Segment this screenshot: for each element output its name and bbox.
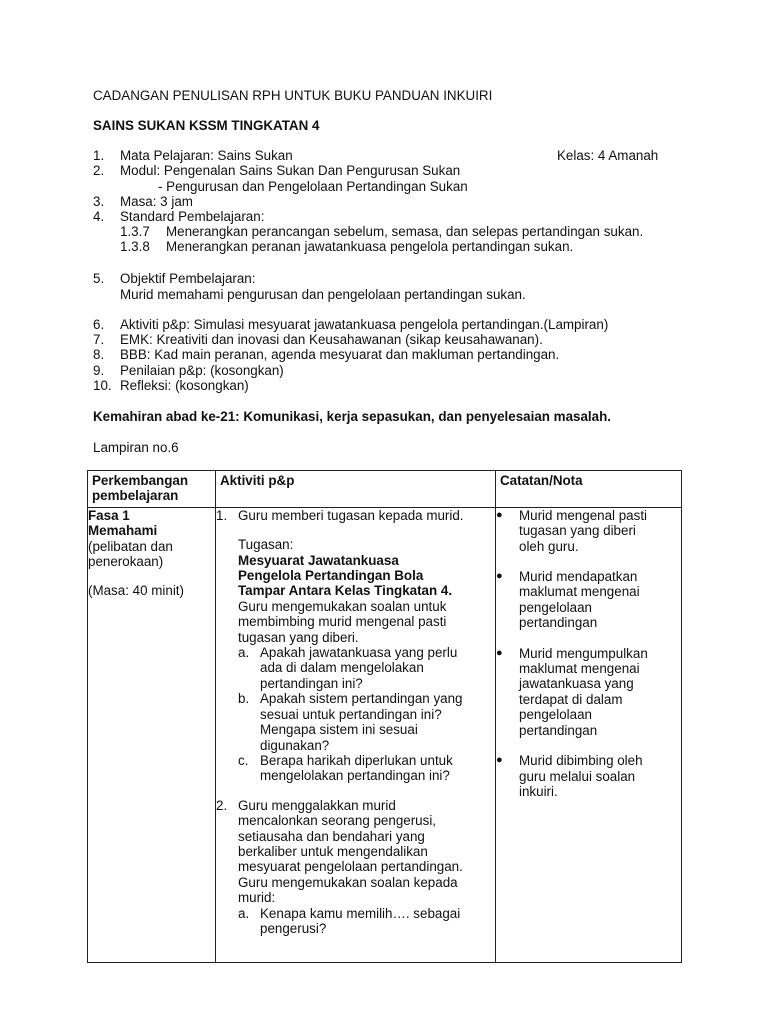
- note-2-line1: Murid mendapatkan: [519, 569, 638, 585]
- question-2a-line2: pengerusi?: [260, 920, 327, 936]
- note-3-line1: Murid mengumpulkan: [519, 645, 648, 661]
- question-c-line1: Berapa harikah diperlukan untuk: [260, 752, 453, 768]
- activity-2-line1: Guru menggalakkan murid: [238, 797, 396, 813]
- question-c-line2: mengelolakan pertandingan ini?: [260, 768, 450, 784]
- header-perkembangan: [88, 471, 216, 508]
- header-perkembangan-line2: pembelajaran: [92, 488, 179, 504]
- question-c-letter: c.: [238, 752, 249, 768]
- item-2-text: Modul: Pengenalan Sains Sukan Dan Pengurusan Sukan: [120, 163, 461, 178]
- standard-2-text: Menerangkan peranan jawatankuasa pengelola pertandingan sukan.: [166, 239, 574, 254]
- note-1-line3: oleh guru.: [519, 538, 579, 554]
- question-b-line3: Mengapa sistem ini sesuai: [260, 722, 418, 738]
- note-2-line4: pertandingan: [519, 615, 598, 631]
- document-title: CADANGAN PENULISAN RPH UNTUK BUKU PANDUAN INKUIRI: [93, 88, 493, 103]
- lampiran-label: Lampiran no.6: [93, 440, 179, 455]
- item-9-text: Penilaian p&p: (kosongkan): [120, 363, 284, 378]
- item-3-number: 3.: [93, 194, 105, 209]
- fasa-desc-line2: penerokaan): [88, 554, 164, 570]
- item-8-number: 8.: [93, 347, 105, 362]
- activity-2-line3: setiausaha dan bendahari yang: [238, 828, 425, 844]
- header-aktiviti: Aktiviti p&p: [216, 471, 496, 508]
- item-7-number: 7.: [93, 332, 105, 347]
- standard-1-text: Menerangkan perancangan sebelum, semasa, dan selepas pertandingan sukan.: [166, 224, 644, 239]
- tugasan-text-line3: tugasan yang diberi.: [238, 629, 359, 645]
- note-4-line3: inkuiri.: [519, 783, 558, 799]
- question-b-line2: sesuai untuk pertandingan ini?: [260, 706, 442, 722]
- question-a-line2: ada di dalam mengelolakan: [260, 660, 424, 676]
- activity-2-line4: berkaliber untuk mengendalikan: [238, 843, 428, 859]
- bullet-icon: ●: [496, 508, 503, 521]
- list-item: [496, 569, 681, 631]
- note-4-line2: guru melalui soalan: [519, 768, 636, 784]
- header-catatan: Catatan/Nota: [496, 471, 682, 508]
- activity-2-line7: murid:: [238, 890, 276, 906]
- standard-2-code: 1.3.8: [120, 239, 150, 254]
- fasa-desc-line1: (pelibatan dan: [88, 538, 173, 554]
- activity-2-line5: mesyuarat pengelolaan pertandingan.: [238, 859, 463, 875]
- tugasan-title-line1: Mesyuarat Jawatankuasa: [238, 552, 399, 568]
- question-2a-line1: Kenapa kamu memilih…. sebagai: [260, 905, 461, 921]
- bullet-icon: ●: [496, 754, 503, 767]
- header-perkembangan-line1: Perkembangan: [92, 473, 189, 488]
- item-1-text: Mata Pelajaran: Sains Sukan: [120, 148, 293, 163]
- kelas-label: Kelas: 4 Amanah: [557, 148, 659, 163]
- catatan-cell: [496, 507, 682, 962]
- activity-1-text: Guru memberi tugasan kepada murid.: [238, 507, 464, 523]
- note-3-line6: pertandingan: [519, 722, 598, 738]
- fasa-title: Fasa 1: [88, 507, 130, 523]
- note-1-line1: Murid mengenal pasti: [519, 507, 648, 523]
- tugasan-title-line3: Tampar Antara Kelas Tingkatan 4.: [238, 583, 453, 599]
- fasa-cell: [88, 507, 216, 962]
- question-b-line4: digunakan?: [260, 737, 330, 753]
- note-3-line2: maklumat mengenai: [519, 661, 640, 677]
- activity-2-number: 2.: [216, 797, 228, 813]
- item-6-text: Aktiviti p&p: Simulasi mesyuarat jawatankuasa pengelola pertandingan.(Lampiran): [120, 317, 609, 332]
- lampiran-table: [87, 470, 682, 963]
- question-a-letter: a.: [238, 645, 250, 661]
- item-5-number: 5.: [93, 271, 105, 286]
- item-9-number: 9.: [93, 363, 105, 378]
- item-10-number: 10.: [93, 378, 112, 393]
- activity-2-line6: Guru mengemukakan soalan kepada: [238, 874, 458, 890]
- note-2-line2: maklumat mengenai: [519, 584, 640, 600]
- item-2-number: 2.: [93, 163, 105, 178]
- fasa-name: Memahami: [88, 523, 158, 539]
- question-b-line1: Apakah sistem pertandingan yang: [260, 691, 463, 707]
- list-item: [496, 508, 681, 554]
- question-2a-letter: a.: [238, 905, 250, 921]
- fasa-masa: (Masa: 40 minit): [88, 583, 184, 599]
- standard-1-code: 1.3.7: [120, 224, 150, 239]
- note-4-line1: Murid dibimbing oleh: [519, 753, 643, 769]
- item-2-continuation: - Pengurusan dan Pengelolaan Pertandingan Sukan: [158, 179, 468, 194]
- item-10-text: Refleksi: (kosongkan): [120, 378, 249, 393]
- tugasan-label: Tugasan:: [238, 537, 294, 553]
- kemahiran-heading: Kemahiran abad ke-21: Komunikasi, kerja sepasukan, dan penyelesaian masalah.: [93, 409, 611, 424]
- note-3-line3: jawatankuasa yang: [519, 676, 634, 692]
- question-a-line3: pertandingan ini?: [260, 675, 363, 691]
- table-header-row: [88, 471, 682, 508]
- table-row: [88, 507, 682, 962]
- list-item: [496, 646, 681, 738]
- tugasan-title-line2: Pengelola Pertandingan Bola: [238, 568, 424, 584]
- item-4-number: 4.: [93, 209, 105, 224]
- document-subtitle: SAINS SUKAN KSSM TINGKATAN 4: [93, 118, 320, 133]
- bullet-icon: ●: [496, 570, 503, 583]
- tugasan-text-line2: membimbing murid mengenal pasti: [238, 614, 447, 630]
- item-6-number: 6.: [93, 317, 105, 332]
- item-7-text: EMK: Kreativiti dan inovasi dan Keusahawanan (sikap keusahawanan).: [120, 332, 543, 347]
- note-3-line4: terdapat di dalam: [519, 691, 623, 707]
- list-item: [496, 753, 681, 799]
- question-a-line1: Apakah jawatankuasa yang perlu: [260, 645, 458, 661]
- item-5-continuation: Murid memahami pengurusan dan pengelolaan pertandingan sukan.: [120, 287, 526, 302]
- item-5-text: Objektif Pembelajaran:: [120, 271, 256, 286]
- bullet-icon: ●: [496, 646, 503, 659]
- item-4-text: Standard Pembelajaran:: [120, 209, 265, 224]
- tugasan-text-line1: Guru mengemukakan soalan untuk: [238, 598, 447, 614]
- note-1-line2: tugasan yang diberi: [519, 523, 636, 539]
- question-b-letter: b.: [238, 691, 250, 707]
- note-2-line3: pengelolaan: [519, 599, 592, 615]
- item-3-text: Masa: 3 jam: [120, 194, 193, 209]
- activity-1-number: 1.: [216, 507, 228, 523]
- item-8-text: BBB: Kad main peranan, agenda mesyuarat dan makluman pertandingan.: [120, 347, 560, 362]
- aktiviti-cell: [216, 507, 496, 962]
- item-1-number: 1.: [93, 148, 105, 163]
- note-3-line5: pengelolaan: [519, 707, 592, 723]
- activity-2-line2: mencalonkan seorang pengerusi,: [238, 813, 437, 829]
